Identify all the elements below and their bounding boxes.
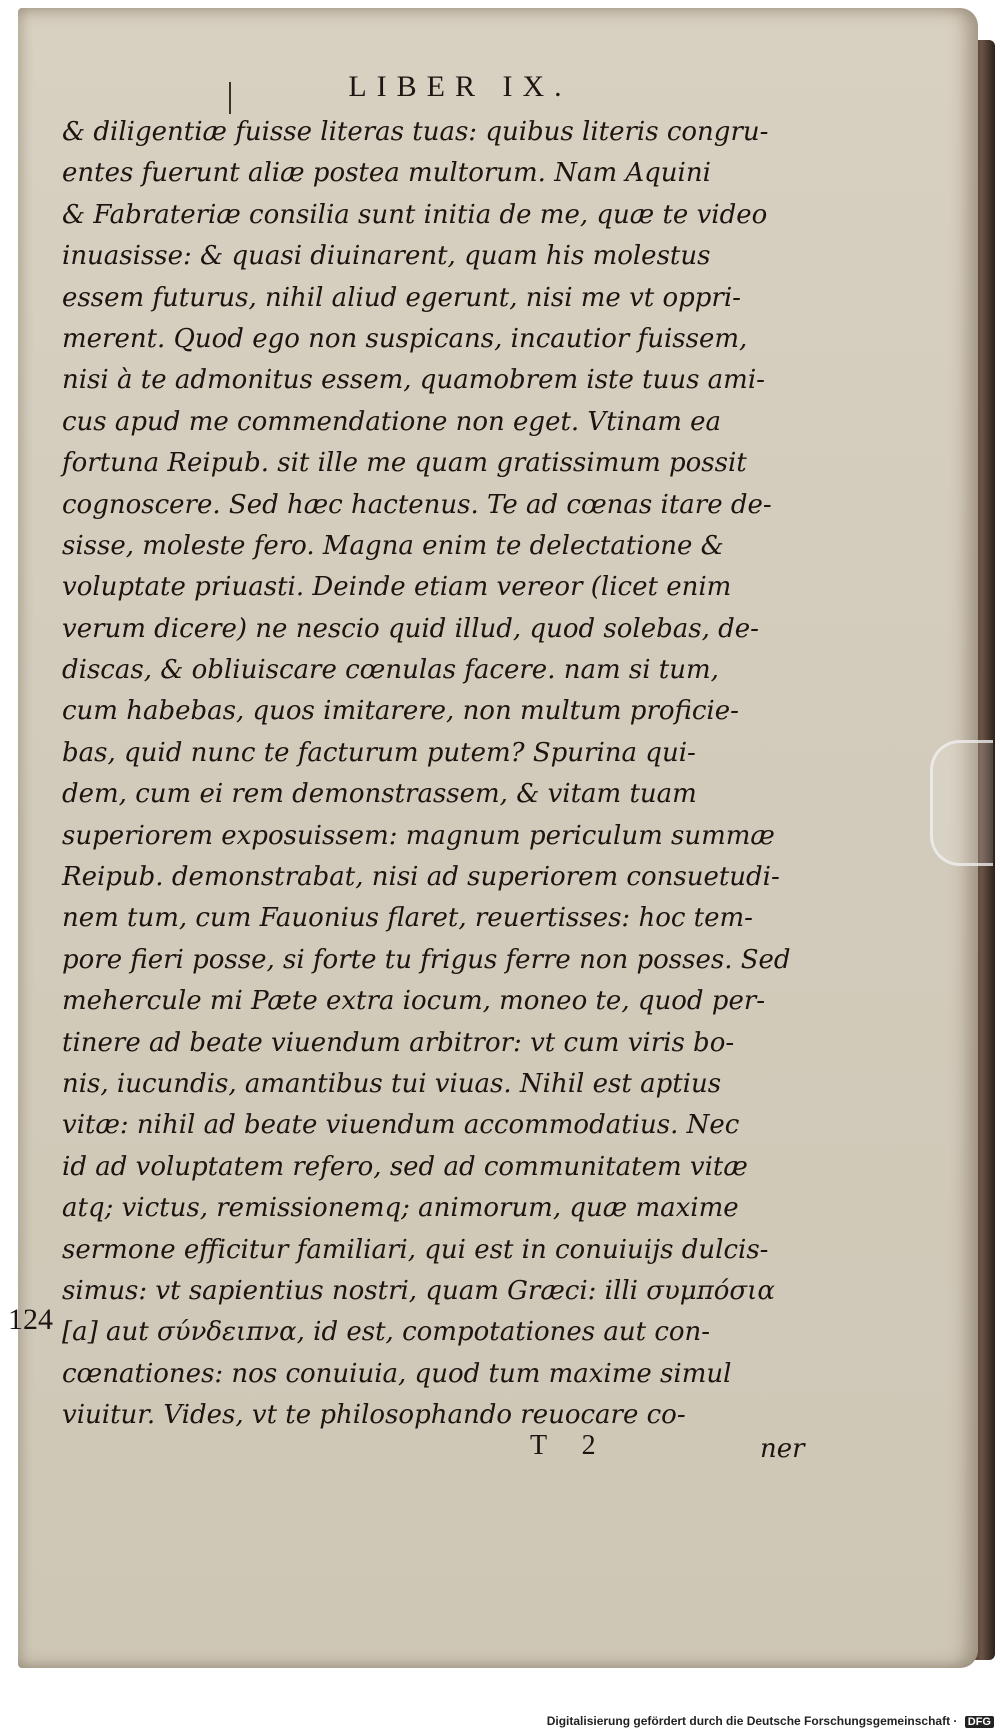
text-line: dem, cum ei rem demonstrassem, & vitam tuam: [62, 779, 697, 810]
text-line: tinere ad beate viuendum arbitror: vt cum viris bo-: [62, 1027, 735, 1058]
text-line: & diligentiæ fuisse literas tuas: quibus literis congru-: [62, 117, 769, 147]
text-line: sermone efficitur familiari, qui est in conuiuijs dulcis-: [62, 1234, 769, 1265]
text-line: merent. Quod ego non suspicans, incautior fuissem,: [62, 323, 748, 354]
text-line: discas, & obliuiscare cœnulas facere. nam si tum,: [62, 655, 719, 686]
running-head: LIBER IX.: [348, 70, 572, 103]
running-head-rule: [229, 82, 231, 114]
text-line: nisi à te admonitus essem, quamobrem iste tuus ami-: [62, 365, 765, 396]
text-line: bas, quid nunc te facturum putem? Spurina qui-: [62, 737, 696, 768]
text-line: cœnationes: nos conuiuia, quod tum maxime simul: [62, 1358, 732, 1389]
footer-text: Digitalisierung gefördert durch die Deutsche Forschungsgemeinschaft: [546, 1714, 951, 1728]
dfg-logo: DFG: [965, 1716, 994, 1728]
text-line: sisse, moleste fero. Magna enim te delectatione &: [62, 530, 724, 561]
text-line: cognoscere. Sed hæc hactenus. Te ad cœnas itare de-: [62, 489, 772, 520]
text-line: entes fuerunt aliæ postea multorum. Nam Aquini: [62, 158, 711, 189]
text-line: verum dicere) ne nescio quid illud, quod solebas, de-: [62, 613, 759, 644]
text-line: simus: vt sapientius nostri, quam Græci: illi συμπόσια: [62, 1275, 775, 1306]
margin-note: 124: [8, 1303, 53, 1336]
text-line: inuasisse: & quasi diuinarent, quam his molestus: [62, 241, 711, 272]
text-line: & Fabrateriæ consilia sunt initia de me, quæ te video: [62, 199, 768, 230]
text-line: nis, iucundis, amantibus tui viuas. Nihil est aptius: [62, 1068, 722, 1099]
text-line: superiorem exposuissem: magnum periculum summæ: [62, 820, 775, 851]
signature-mark: T 2: [530, 1430, 610, 1461]
text-line: pore fieri posse, si forte tu frigus ferre non posses. Sed: [62, 944, 791, 975]
text-line: essem futurus, nihil aliud egerunt, nisi me vt oppri-: [62, 282, 741, 313]
page-clip: [930, 740, 993, 866]
text-line: [a] aut σύνδειπνα, id est, compotationes aut con-: [62, 1317, 711, 1348]
text-line: atq; victus, remissionemq; animorum, quæ maxime: [62, 1193, 739, 1224]
body-text: [62, 112, 842, 1437]
text-line: cum habebas, quos imitarere, non multum proficie-: [62, 696, 739, 727]
catchword: ner: [760, 1434, 805, 1464]
text-line: cus apud me commendatione non eget. Vtinam ea: [62, 406, 722, 437]
text-line: id ad voluptatem refero, sed ad communitatem vitæ: [62, 1151, 748, 1182]
text-line: viuitur. Vides, vt te philosophando reuocare co-: [62, 1400, 686, 1431]
text-line: vitæ: nihil ad beate viuendum accommodatius. Nec: [62, 1110, 740, 1141]
text-line: Reipub. demonstrabat, nisi ad superiorem consuetudi-: [62, 862, 780, 893]
footer-credit: Digitalisierung gefördert durch die Deutsche Forschungsgemeinschaft · DFG: [547, 1714, 994, 1728]
text-line: mehercule mi Pæte extra iocum, moneo te, quod per-: [62, 986, 766, 1017]
text-line: fortuna Reipub. sit ille me quam gratissimum possit: [62, 448, 747, 479]
text-line: nem tum, cum Fauonius flaret, reuertisses: hoc tem-: [62, 903, 753, 934]
text-line: voluptate priuasti. Deinde etiam vereor (licet enim: [62, 572, 732, 603]
